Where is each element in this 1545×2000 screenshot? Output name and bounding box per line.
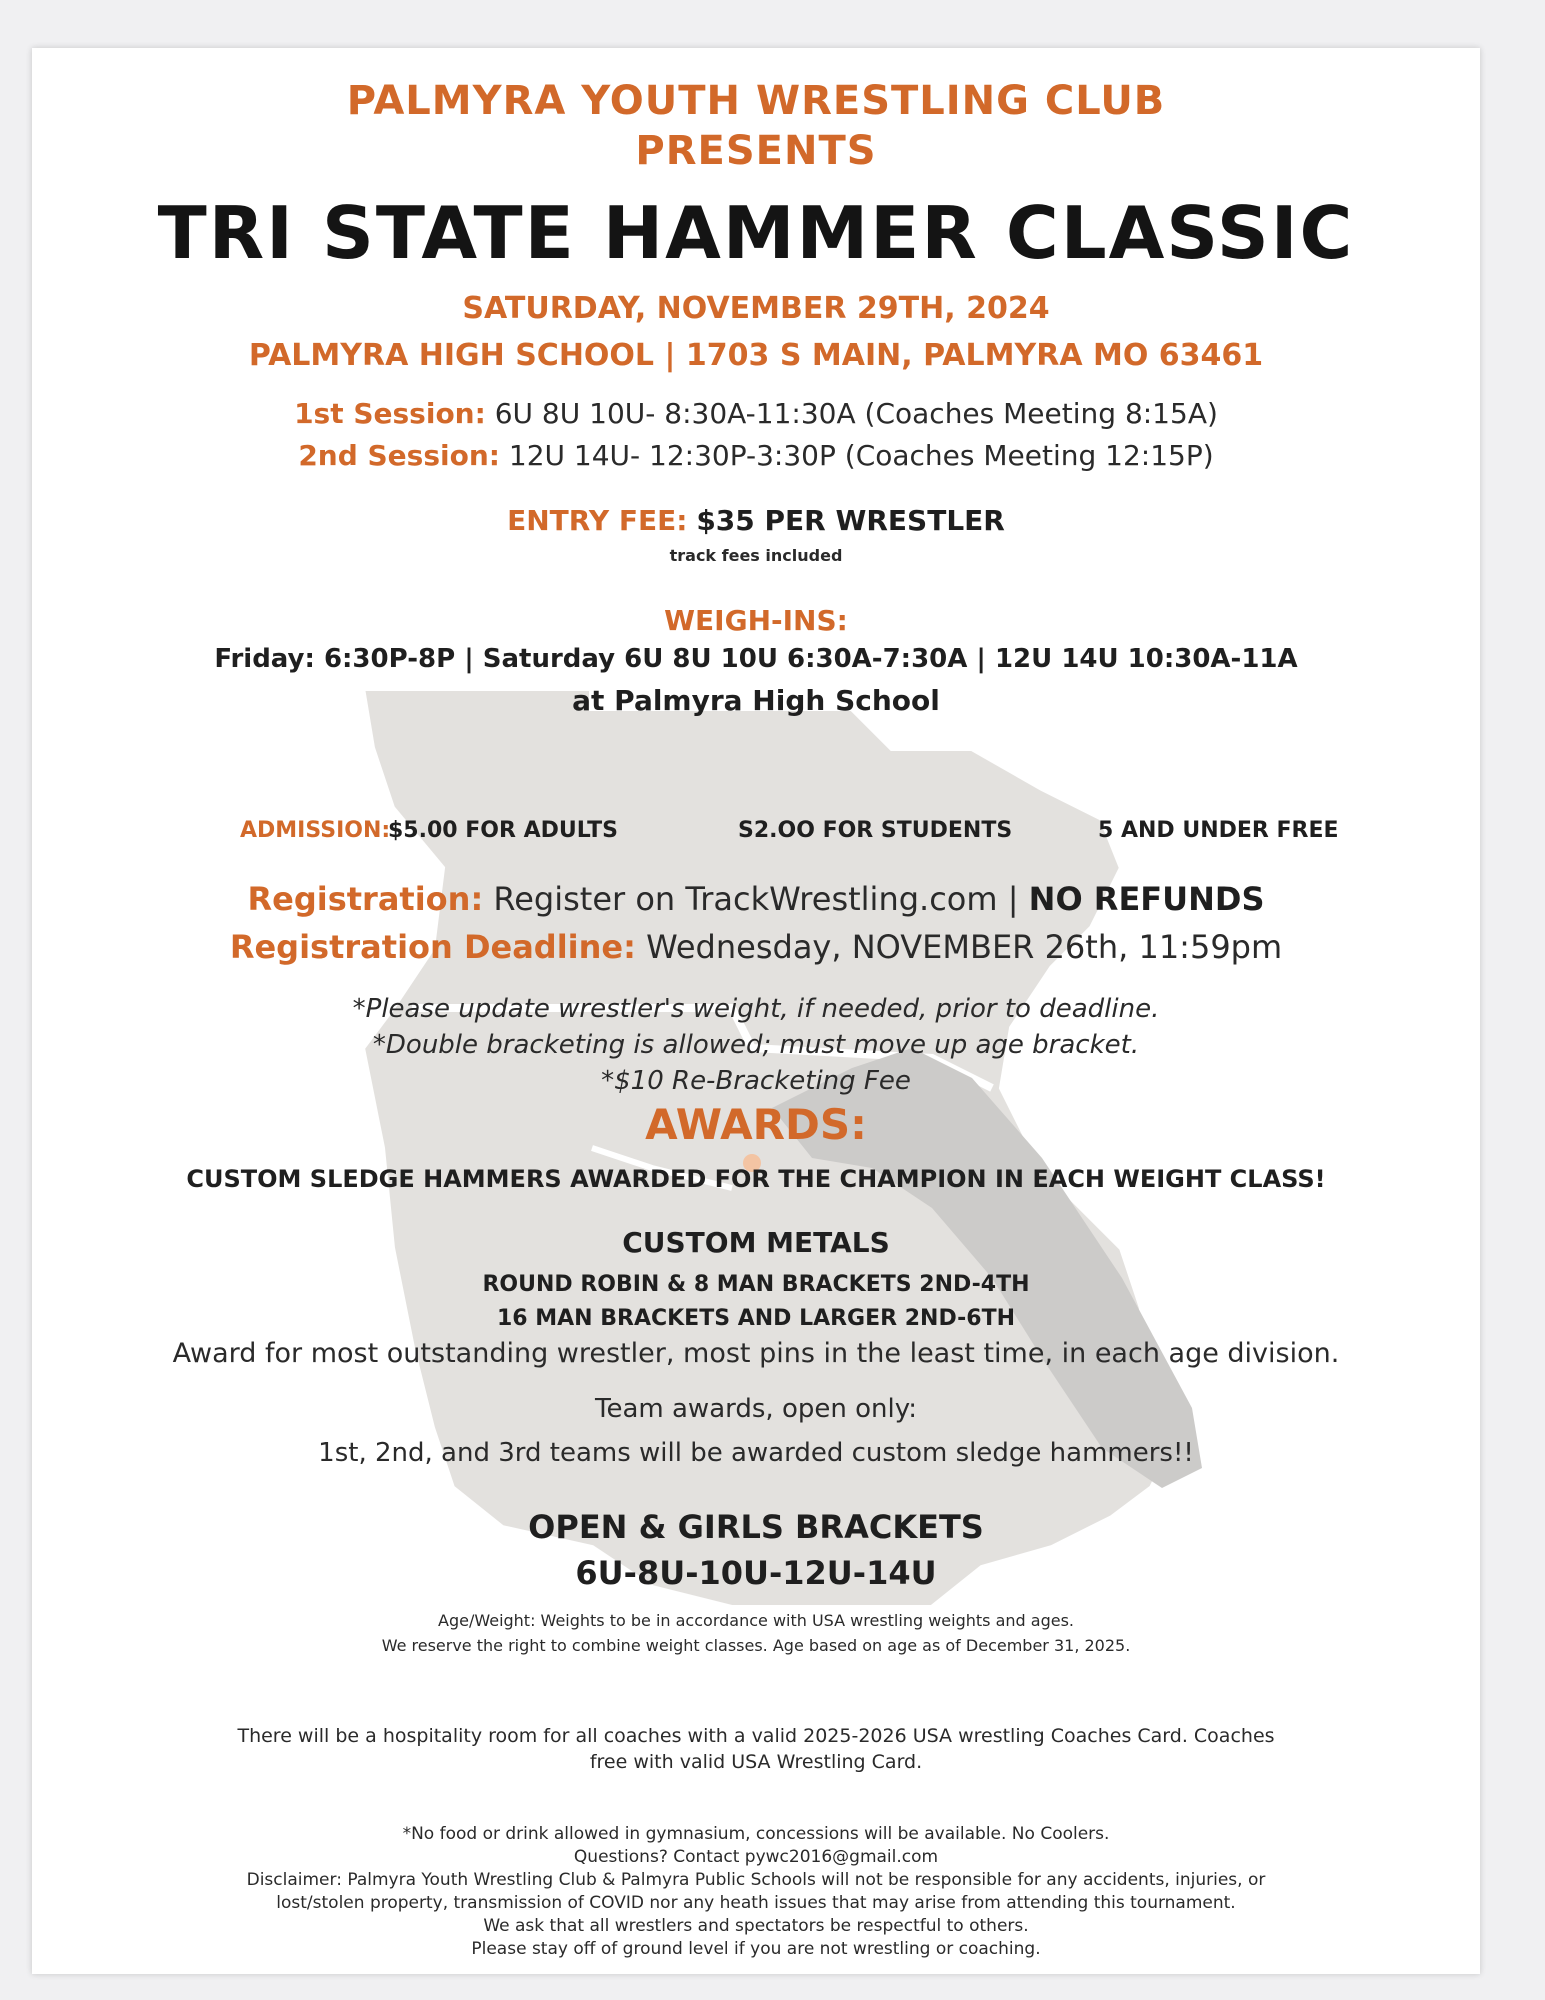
no-refunds: NO REFUNDS bbox=[1028, 880, 1265, 918]
registration-note-3: *$10 Re-Bracketing Fee bbox=[601, 1066, 911, 1096]
event-location: PALMYRA HIGH SCHOOL | 1703 S MAIN, PALMYRA MO 63461 bbox=[248, 338, 1264, 373]
awards-heading: AWARDS: bbox=[645, 1100, 867, 1149]
custom-metals-heading: CUSTOM METALS bbox=[622, 1226, 890, 1259]
weigh-ins-label: WEIGH-INS: bbox=[664, 604, 848, 637]
metals-line-2: 16 MAN BRACKETS AND LARGER 2ND-6TH bbox=[496, 1306, 1015, 1331]
session-1-label: 1st Session: bbox=[294, 397, 486, 430]
admission-students: S2.OO FOR STUDENTS bbox=[738, 818, 1013, 843]
entry-fee-note: track fees included bbox=[669, 546, 843, 565]
footer-line-1: *No food or drink allowed in gymnasium, concessions will be available. No Coolers. bbox=[402, 1824, 1110, 1844]
footer-line-5: We ask that all wrestlers and spectators be respectful to others. bbox=[483, 1916, 1029, 1936]
flyer-page bbox=[32, 48, 1480, 1974]
footer-line-2: Questions? Contact pywc2016@gmail.com bbox=[573, 1847, 939, 1867]
brackets-ages: 6U-8U-10U-12U-14U bbox=[575, 1554, 937, 1592]
brackets-note-2: We reserve the right to combine weight classes. Age based on age as of December 31, 2025. bbox=[381, 1636, 1131, 1655]
weigh-ins-place: at Palmyra High School bbox=[572, 684, 940, 717]
footer-line-6: Please stay off of ground level if you are not wrestling or coaching. bbox=[471, 1939, 1041, 1959]
team-awards-heading: Team awards, open only: bbox=[595, 1394, 917, 1424]
club-name: PALMYRA YOUTH WRESTLING CLUB bbox=[346, 78, 1166, 124]
session-1-detail: 6U 8U 10U- 8:30A-11:30A (Coaches Meeting 8:15A) bbox=[494, 397, 1218, 430]
outstanding-award: Award for most outstanding wrestler, most pins in the least time, in each age division. bbox=[172, 1338, 1340, 1369]
session-1 bbox=[32, 397, 1480, 430]
entry-fee bbox=[32, 504, 1480, 537]
registration-deadline-label: Registration Deadline: bbox=[229, 928, 636, 966]
brackets-heading: OPEN & GIRLS BRACKETS bbox=[528, 1508, 984, 1546]
hospitality-line-1: There will be a hospitality room for all coaches with a valid 2025-2026 USA wrestling Coaches Card. Coaches bbox=[237, 1725, 1275, 1747]
registration-line bbox=[32, 880, 1480, 918]
admission-label: ADMISSION: bbox=[240, 818, 391, 843]
footer-line-3: Disclaimer: Palmyra Youth Wrestling Club & Palmyra Public Schools will not be responsible for any accidents, injuries, or bbox=[246, 1870, 1266, 1890]
footer-line-4: lost/stolen property, transmission of COVID nor any heath issues that may arise from attending this tournament. bbox=[276, 1893, 1236, 1913]
registration-deadline-text: Wednesday, NOVEMBER 26th, 11:59pm bbox=[646, 928, 1283, 966]
presents-label: PRESENTS bbox=[635, 128, 877, 174]
team-awards-text: 1st, 2nd, and 3rd teams will be awarded custom sledge hammers!! bbox=[318, 1438, 1194, 1468]
weigh-ins-times: Friday: 6:30P-8P | Saturday 6U 8U 10U 6:30A-7:30A | 12U 14U 10:30A-11A bbox=[214, 644, 1298, 674]
admission-kids: 5 AND UNDER FREE bbox=[1098, 818, 1339, 843]
event-title: TRI STATE HAMMER CLASSIC bbox=[157, 191, 1355, 275]
metals-line-1: ROUND ROBIN & 8 MAN BRACKETS 2ND-4TH bbox=[482, 1272, 1030, 1297]
brackets-note-1: Age/Weight: Weights to be in accordance with USA wrestling weights and ages. bbox=[438, 1611, 1074, 1630]
session-2-label: 2nd Session: bbox=[298, 439, 500, 472]
awards-champion: CUSTOM SLEDGE HAMMERS AWARDED FOR THE CHAMPION IN EACH WEIGHT CLASS! bbox=[186, 1165, 1326, 1193]
event-date: SATURDAY, NOVEMBER 29TH, 2024 bbox=[462, 291, 1050, 326]
session-2 bbox=[32, 439, 1480, 472]
registration-text: Register on TrackWrestling.com | bbox=[493, 880, 1029, 918]
entry-fee-label: ENTRY FEE: bbox=[507, 504, 688, 537]
registration-label: Registration: bbox=[247, 880, 484, 918]
session-2-detail: 12U 14U- 12:30P-3:30P (Coaches Meeting 12:15P) bbox=[508, 439, 1214, 472]
registration-note-1: *Please update wrestler's weight, if needed, prior to deadline. bbox=[352, 994, 1160, 1024]
registration-note-2: *Double bracketing is allowed; must move up age bracket. bbox=[372, 1030, 1140, 1060]
hospitality-line-2: free with valid USA Wrestling Card. bbox=[589, 1751, 923, 1773]
registration-deadline bbox=[32, 928, 1480, 966]
entry-fee-value: $35 PER WRESTLER bbox=[696, 504, 1005, 537]
admission-adults: $5.00 FOR ADULTS bbox=[388, 818, 618, 843]
